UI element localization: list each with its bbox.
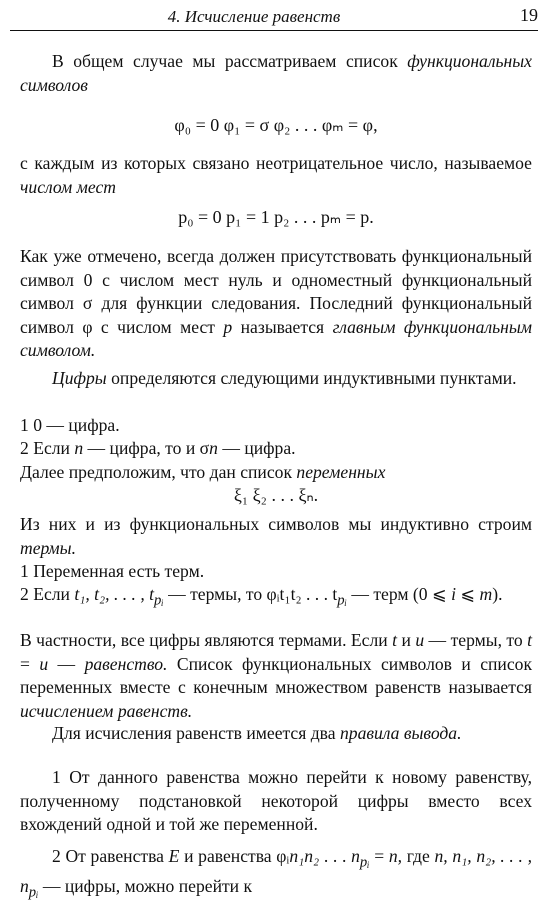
terms-rule-2: 2 Если t₁, t₂, . . . , $t_{pᵢ}$ — термы, то φᵢt₁t₂ . . . $t_{pᵢ}$ — терм (0 ⩽ i ⩽ m). [20,584,503,609]
chapter-title: 4. Исчисление равенств [167,7,341,26]
inference-rule-2: 2 От равенства E и равенства φᵢn₁n₂ . . . $n_{pᵢ} = n$, где n, n₁, n₂, . . . , $n_{pᵢ}$ — цифры, можно перейти к [20,846,532,901]
formula-xi-list: ξ₁ ξ₂ . . . ξₙ. [233,485,319,505]
paragraph-inference-rules: Для исчисления равенств имеется два правила вывода. [52,723,462,743]
formula-p-list: p₀ = 0 p₁ = 1 p₂ . . . pₘ = p. [178,207,374,227]
paragraph-main-symbol: Как уже отмечено, всегда должен присутствовать функциональный символ 0 с числом мест нуль и одноместный функциональный символ σ для функции следования. Последний функциональный символ φ с числом мест p называется главным функциональным символом. [20,246,532,360]
paragraph-digits-definition: Цифры определяются следующими индуктивными пунктами. [52,368,517,388]
running-header [10,4,538,31]
paragraph-number-of-places: с каждым из которых связано неотрицательное число, называемое числом мест [20,153,532,197]
digits-rule-1: 1 0 — цифра. [20,415,120,435]
formula-phi-list: φ₀ = 0 φ₁ = σ φ₂ . . . φₘ = φ, [174,115,378,135]
paragraph-functional-symbols: В общем случае мы рассматриваем список функциональных символов [20,51,532,95]
digits-rule-2: 2 Если n — цифра, то и σn — цифра. [20,438,296,458]
page-number: 19 [520,5,538,25]
terms-rule-1: 1 Переменная есть терм. [20,561,205,581]
paragraph-equality-calculus: В частности, все цифры являются термами. Если t и u — термы, то t = u — равенство. Список функциональных символов и список переменных вместе с конечным множеством равенств называется исчислением равенств. [20,630,532,721]
paragraph-variables: Далее предположим, что дан список переменных [20,462,386,482]
inference-rule-1: 1 От данного равенства можно перейти к новому равенству, полученному подстановкой некоторой цифры вместо всех вхождений одной и той же переменной. [20,767,532,834]
paragraph-terms: Из них и из функциональных символов мы индуктивно строим термы. [20,514,532,558]
